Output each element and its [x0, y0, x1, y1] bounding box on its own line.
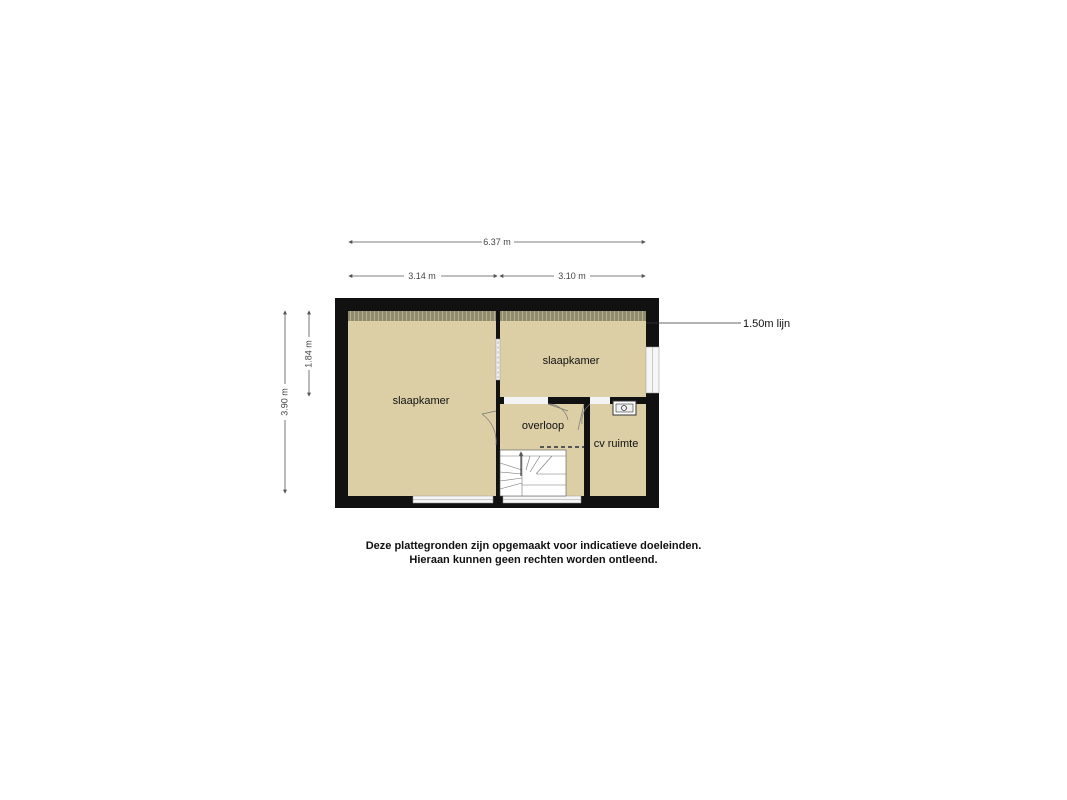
dim-right-width-label: 3.10 m [558, 271, 586, 281]
dim-total-width-label: 6.37 m [483, 237, 511, 247]
dimension-right-width [500, 271, 645, 281]
door-landing-bedroom [504, 397, 548, 404]
dim-left-width-label: 3.14 m [408, 271, 436, 281]
bedroom-right-floor [500, 311, 646, 397]
disclaimer-line-1: Deze plattegronden zijn opgemaakt voor indicatieve doeleinden. [365, 540, 702, 552]
boiler-unit [613, 401, 636, 415]
dim-total-depth-label: 3.90 m [279, 388, 290, 416]
disclaimer-line-2: Hieraan kunnen geen rechten worden ontleend. [409, 554, 658, 566]
dimension-left-width [349, 271, 497, 281]
dim-partial-depth-label: 1.84 m [303, 340, 314, 368]
room-label-landing: overloop [521, 420, 565, 432]
slope-band-left [348, 311, 496, 321]
dimension-partial-depth [303, 311, 313, 396]
dimension-total-depth [279, 311, 289, 493]
door-boiler-room [590, 397, 610, 404]
dimension-total-width [349, 237, 645, 247]
height-line-label: 1.50m lijn [743, 318, 791, 330]
slope-band-right [500, 311, 646, 321]
room-label-bedroom-left: slaapkamer [392, 395, 450, 407]
room-label-boiler-room: cv ruimte [593, 438, 639, 450]
room-label-bedroom-right: slaapkamer [542, 355, 600, 367]
boiler-room-floor [590, 404, 646, 496]
stair-landing-floor [566, 450, 584, 496]
